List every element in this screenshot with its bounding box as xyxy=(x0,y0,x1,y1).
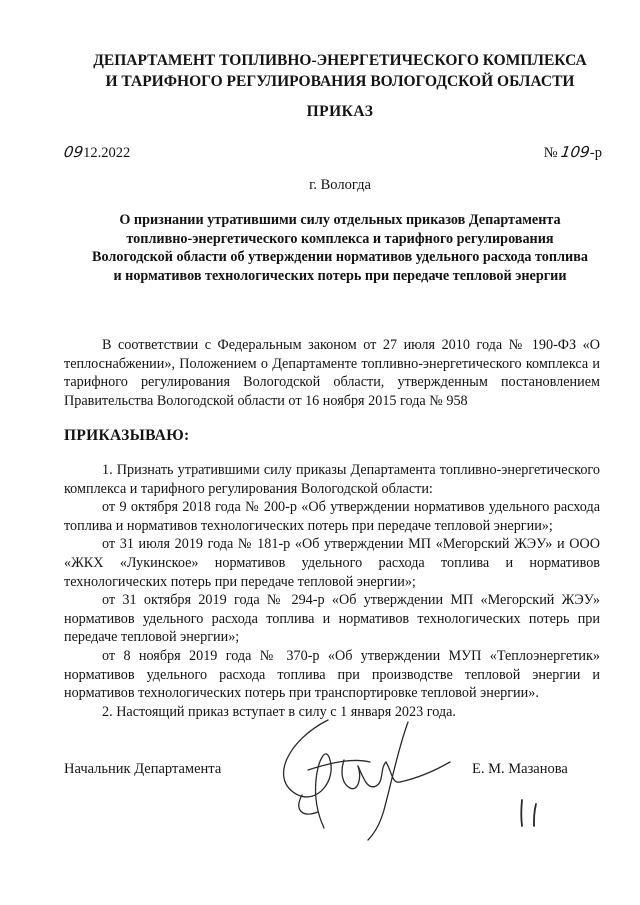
item-1-b: от 31 июля 2019 года № 181-р «Об утверждении МП «Мегорский ЖЭУ» и ООО «ЖКХ «Лукинское» нормативов удельного расхода топлива и нормативов технологических потерь при передаче тепловой энергии»; xyxy=(64,536,600,590)
directive: ПРИКАЗЫВАЮ: xyxy=(64,427,190,444)
order-number xyxy=(544,143,602,162)
item-1-d: от 8 ноября 2019 года № 370-р «Об утверждении МУП «Теплоэнергетик» нормативов удельного расхода топлива при производстве тепловой энергии и нормативов технологических потерь при транспортировке тепловой энергии». xyxy=(64,647,600,702)
item-1-lead: 1. Признать утратившими силу приказы Департамента топливно-энергетического комплекса и тарифного регулирования Вологодской области: xyxy=(64,462,600,497)
city: г. Вологда xyxy=(309,177,371,193)
number-handwritten: 109 xyxy=(560,143,592,161)
order-items xyxy=(64,461,600,721)
department-line-2: И ТАРИФНОГО РЕГУЛИРОВАНИЯ ВОЛОГОДСКОЙ ОБЛАСТИ xyxy=(105,73,575,90)
number-prefix: № xyxy=(543,145,558,161)
preamble-text: В соответствии с Федеральным законом от 27 июля 2010 года № 190-ФЗ «О теплоснабжении», Положением о Департаменте топливно-энергетического комплекса и тарифного регулирования Вологодской области, утвержденным постановлением Правительства Вологодской области от 16 ноября 2015 года № 958 xyxy=(64,337,600,409)
date-printed: 12.2022 xyxy=(83,145,131,161)
order-subject: О признании утратившими силу отдельных приказов Департамента топливно-энергетического комплекса и тарифного регулирования Вологодской области об утверждении нормативов удельного расхода топлива и нормативов технологических потерь при передаче тепловой энергии xyxy=(92,212,588,285)
order-title: ПРИКАЗ xyxy=(306,103,374,120)
department-header xyxy=(60,50,620,92)
signatory-name: Е. М. Мазанова xyxy=(472,761,568,777)
order-date xyxy=(64,143,130,162)
item-1-c: от 31 октября 2019 года № 294-р «Об утверждении МП «Мегорский ЖЭУ» нормативов удельного расхода топлива и нормативов технологических потерь при передаче тепловой энергии»; xyxy=(64,592,600,646)
item-1-a: от 9 октября 2018 года № 200-р «Об утверждении нормативов удельного расхода топлива и нормативов технологических потерь при передаче тепловой энергии»; xyxy=(64,499,600,534)
department-line-1: ДЕПАРТАМЕНТ ТОПЛИВНО-ЭНЕРГЕТИЧЕСКОГО КОМПЛЕКСА xyxy=(93,52,587,69)
item-2: 2. Настоящий приказ вступает в силу с 1 января 2023 года. xyxy=(102,703,456,720)
date-handwritten-day: 09 xyxy=(62,143,85,161)
handwritten-signature xyxy=(258,700,458,850)
signatory-title: Начальник Департамента xyxy=(64,761,222,777)
handwritten-mark xyxy=(512,796,548,830)
preamble xyxy=(64,336,600,410)
number-suffix: -р xyxy=(589,145,602,161)
